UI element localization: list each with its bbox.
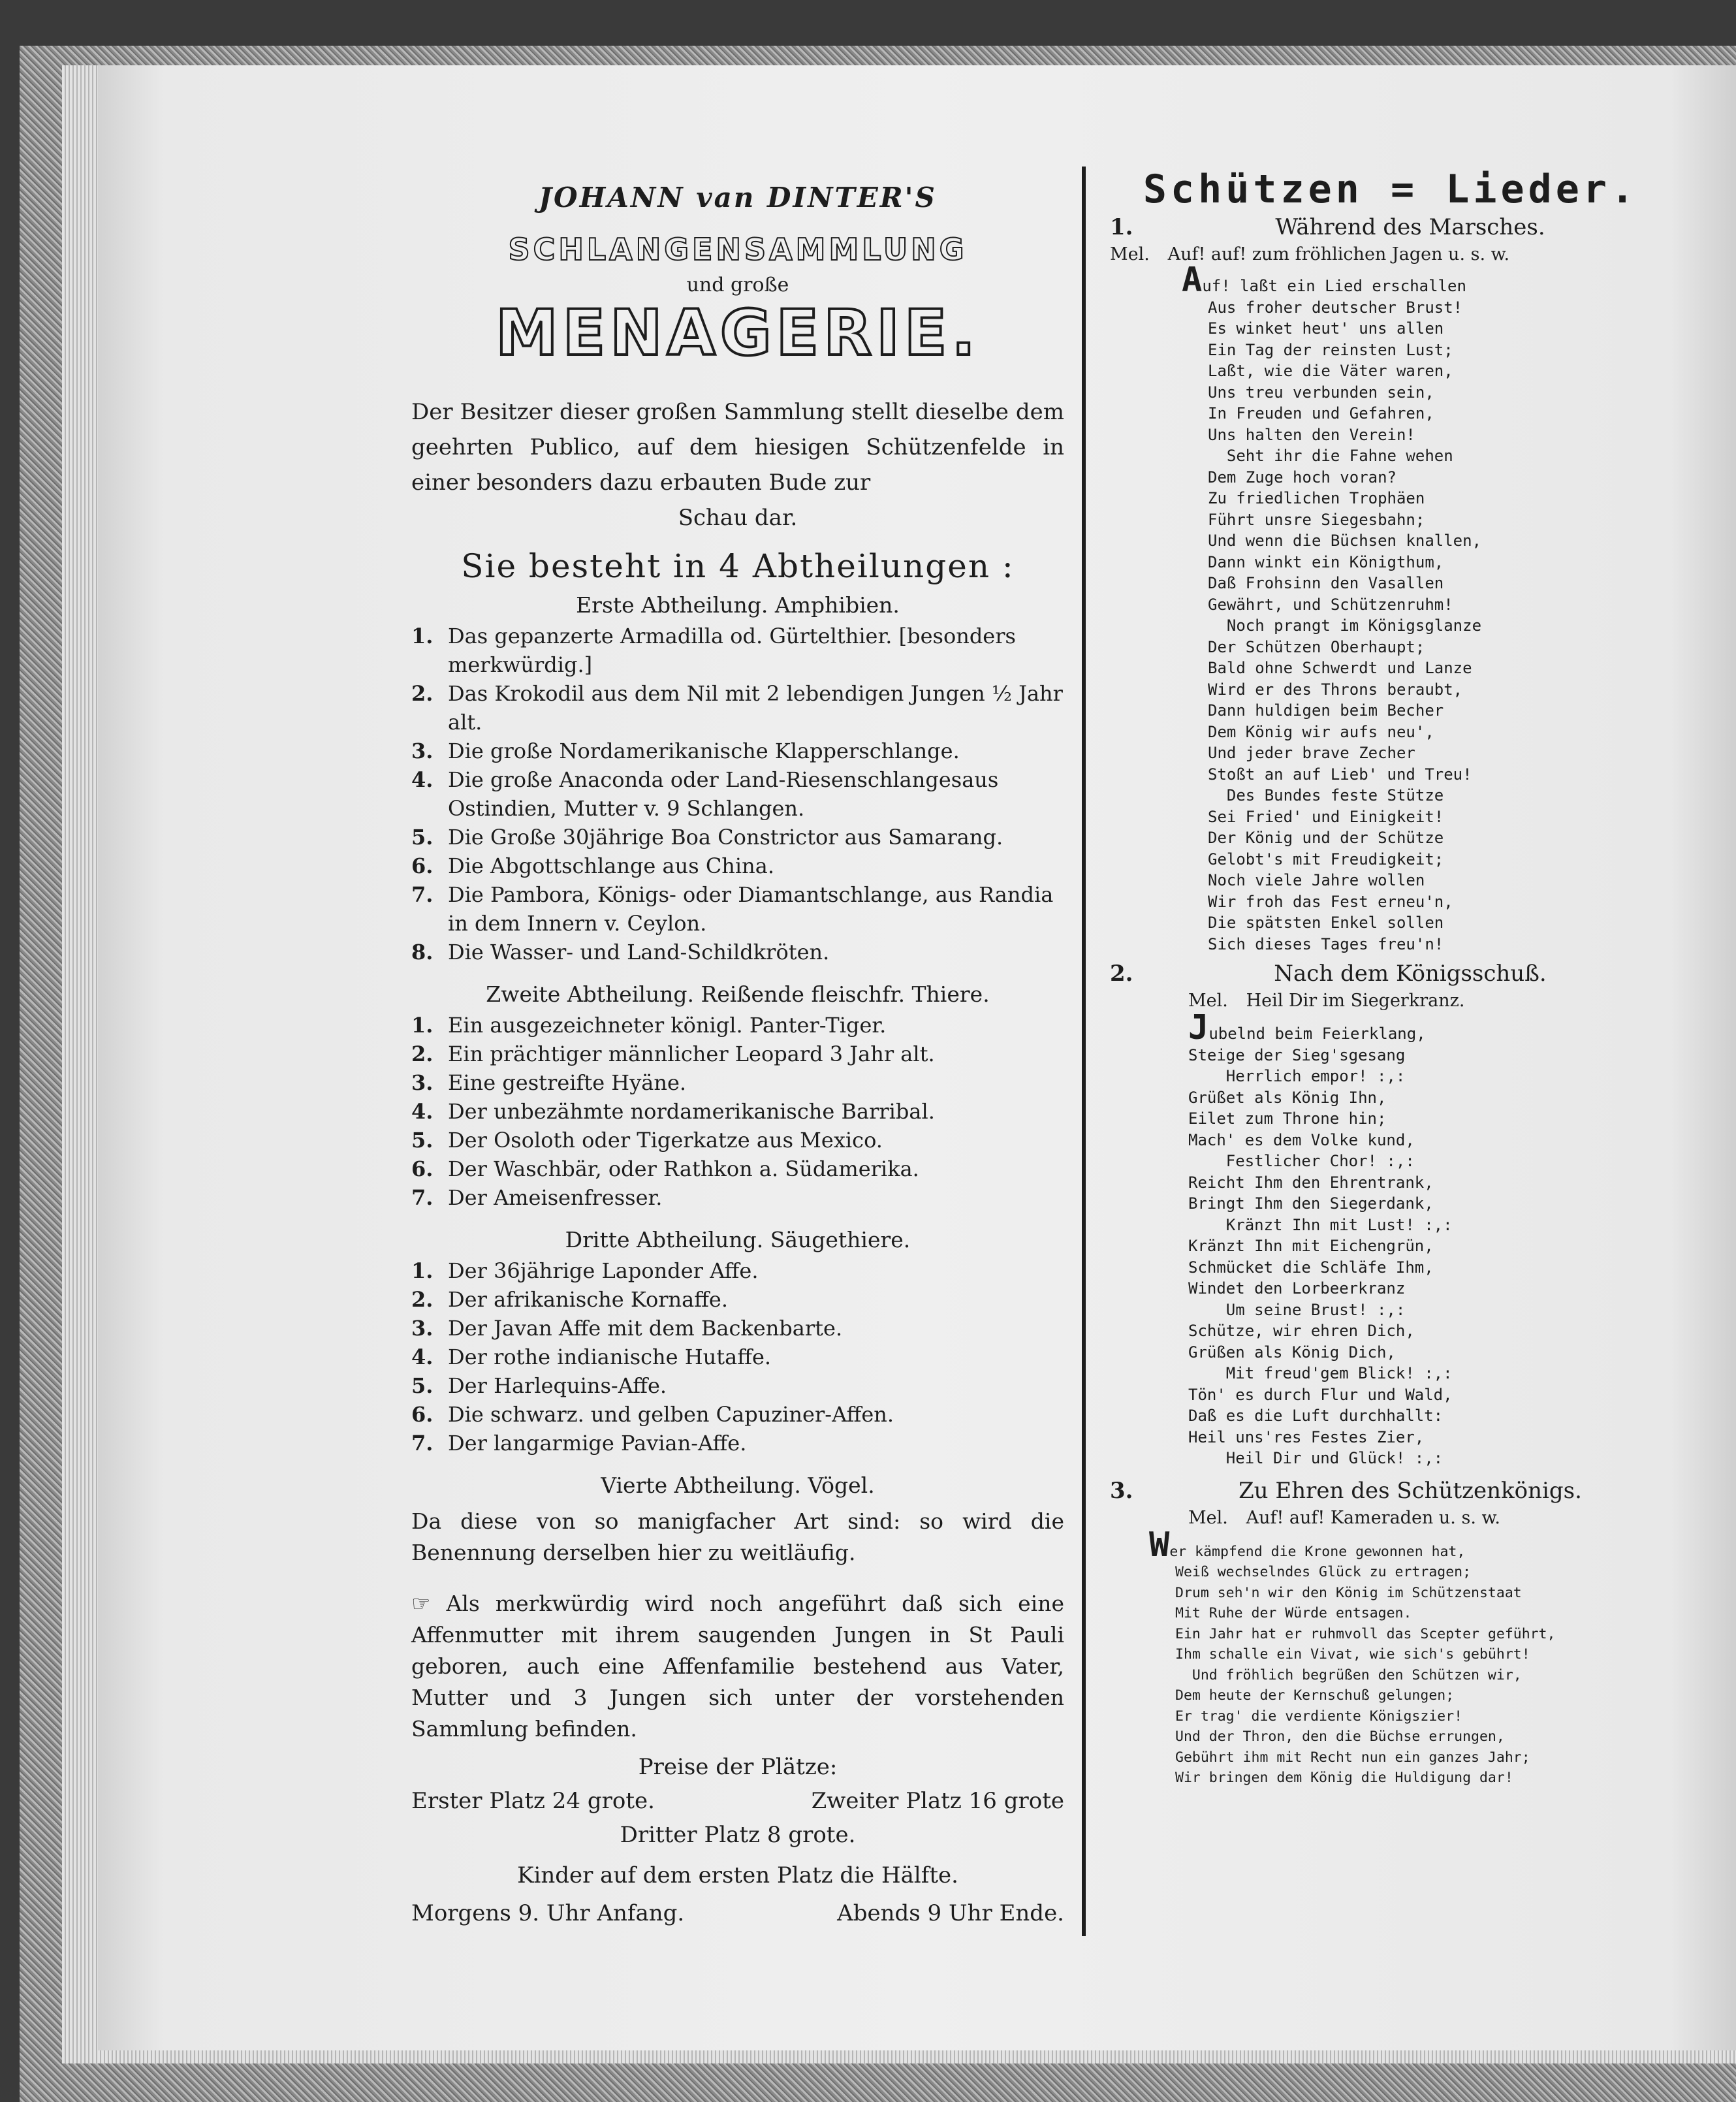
item-text: Ein prächtiger männlicher Leopard 3 Jahr alt. [448, 1041, 935, 1066]
collection-title: SCHLANGENSAMMLUNG [508, 232, 968, 267]
price-third: Dritter Platz 8 grote. [620, 1821, 856, 1848]
verse-line: Mit Ruhe der Würde entsagen. [1175, 1605, 1412, 1621]
item-number: 2. [411, 1286, 434, 1312]
verse-line: Mit freud'gem Blick! :,: [1188, 1364, 1453, 1382]
list-item [411, 852, 1064, 880]
section-3-title: Dritte Abtheilung. Säugethiere. [565, 1226, 911, 1252]
verse-line: Daß es die Luft durchhallt: [1188, 1407, 1444, 1425]
verse-line: Stoßt an auf Lieb' und Treu! [1208, 765, 1472, 784]
song-3-title: Zu Ehren des Schützenkönigs. [1239, 1477, 1582, 1504]
item-number: 1. [411, 623, 434, 648]
owner-name: JOHANN van DINTER'S [539, 182, 937, 214]
list-item [411, 765, 1064, 823]
song-3-first-line [1110, 1525, 1671, 1565]
song-1-mel-text: Auf! auf! zum fröhlichen Jagen u. s. w. [1167, 244, 1510, 264]
verse-line: Uns halten den Verein! [1208, 425, 1415, 444]
verse-line: Noch prangt im Königsglanze [1208, 616, 1482, 635]
verse-line: Dann winkt ein Königthum, [1208, 552, 1444, 571]
song-1-dropcap: A [1182, 261, 1203, 300]
song-1-first-rest: uf! laßt ein Lied erschallen [1202, 277, 1466, 295]
list-item [411, 1314, 1064, 1343]
item-number: 7. [411, 1430, 434, 1456]
list-item [411, 622, 1064, 679]
list-item [411, 1429, 1064, 1457]
list-item [411, 1285, 1064, 1314]
list-item [411, 1097, 1064, 1126]
item-number: 1. [411, 1258, 434, 1283]
verse-line: Uns treu verbunden sein, [1208, 383, 1434, 402]
sections-heading: Sie besteht in 4 Abtheilungen : [461, 547, 1015, 585]
verse-line: Heil uns'res Festes Zier, [1188, 1427, 1425, 1446]
item-number: 4. [411, 1098, 434, 1124]
item-number: 1. [411, 1012, 434, 1038]
verse-line: Windet den Lorbeerkranz [1188, 1279, 1406, 1298]
item-number: 2. [411, 1041, 434, 1066]
verse-line: Grüßen als König Dich, [1188, 1343, 1396, 1362]
verse-line: Eilet zum Throne hin; [1188, 1109, 1387, 1128]
verse-line: Schütze, wir ehren Dich, [1188, 1322, 1415, 1340]
verse-line: Reicht Ihm den Ehrentrank, [1188, 1173, 1434, 1192]
verse-line: Und fröhlich begrüßen den Schützen wir, [1175, 1666, 1522, 1683]
song-2-mel-text: Heil Dir im Siegerkranz. [1246, 991, 1465, 1011]
section-2-list [411, 1011, 1064, 1212]
item-text: Ein ausgezeichneter königl. Panter-Tiger. [448, 1012, 887, 1038]
song-1-heading [1110, 212, 1671, 242]
item-text: Der Waschbär, oder Rathkon a. Südamerika. [448, 1156, 919, 1181]
verse-line: Dem König wir aufs neu', [1208, 722, 1434, 741]
item-text: Das gepanzerte Armadilla od. Gürtelthier. [besonders merkwürdig.] [448, 623, 1016, 677]
verse-line: Daß Frohsinn den Vasallen [1208, 574, 1444, 592]
verse-line: Führt unsre Siegesbahn; [1208, 510, 1425, 529]
section-1-title: Erste Abtheilung. Amphibien. [576, 592, 900, 618]
item-number: 5. [411, 824, 434, 850]
list-item [411, 1256, 1064, 1285]
verse-line: Wird er des Throns beraubt, [1208, 680, 1463, 699]
section-2-title: Zweite Abtheilung. Reißende fleischfr. Thiere. [486, 981, 990, 1007]
songs-title: Schützen = Lieder. [1143, 167, 1639, 212]
item-number: 4. [411, 767, 434, 792]
verse-line: Ein Tag der reinsten Lust; [1208, 340, 1453, 359]
item-number: 3. [411, 1315, 434, 1341]
item-number: 7. [411, 882, 434, 907]
item-number: 7. [411, 1185, 434, 1210]
prices-row [411, 1784, 1064, 1818]
item-text: Der unbezähmte nordamerikanische Barribal. [448, 1098, 935, 1124]
item-number: 4. [411, 1344, 434, 1369]
section-3-list [411, 1256, 1064, 1457]
item-text: Eine gestreifte Hyäne. [448, 1070, 687, 1095]
prices-title: Preise der Plätze: [638, 1753, 838, 1780]
column-divider [1082, 167, 1086, 1936]
song-1-first-line [1110, 261, 1671, 300]
song-2-mel-key: Mel. [1188, 991, 1228, 1011]
menagerie-advertisement [411, 176, 1064, 1930]
verse-line: Kränzt Ihn mit Eichengrün, [1188, 1237, 1434, 1255]
song-2-heading [1110, 959, 1671, 989]
section-4-title: Vierte Abtheilung. Vögel. [601, 1472, 875, 1498]
song-3-lines [1110, 1562, 1671, 1789]
item-number: 8. [411, 939, 434, 964]
intro-last-line: Schau dar. [678, 504, 798, 531]
song-2-lines [1110, 1045, 1671, 1469]
price-second: Zweiter Platz 16 grote [811, 1787, 1064, 1814]
verse-line: Herrlich empor! :,: [1188, 1067, 1406, 1085]
verse-line: Der König und der Schütze [1208, 829, 1444, 847]
song-2-number: 2. [1110, 961, 1133, 987]
song-1-title: Während des Marsches. [1275, 214, 1545, 240]
item-text: Der langarmige Pavian-Affe. [448, 1430, 747, 1456]
list-item [411, 1040, 1064, 1068]
verse-line: Drum seh'n wir den König im Schützenstaat [1175, 1584, 1522, 1601]
item-number: 5. [411, 1373, 434, 1398]
verse-line: Gelobt's mit Freudigkeit; [1208, 850, 1444, 868]
verse-line: Bringt Ihm den Siegerdank, [1188, 1194, 1434, 1213]
item-text: Das Krokodil aus dem Nil mit 2 lebendigen Jungen ½ Jahr alt. [448, 680, 1063, 735]
song-3-mel-key: Mel. [1188, 1507, 1228, 1528]
list-item [411, 1183, 1064, 1212]
song-3-number: 3. [1110, 1477, 1133, 1504]
item-number: 2. [411, 680, 434, 706]
verse-line: Weiß wechselndes Glück zu ertragen; [1175, 1564, 1472, 1580]
list-item [411, 938, 1064, 966]
children-price: Kinder auf dem ersten Platz die Hälfte. [517, 1862, 958, 1888]
verse-line: Sei Fried' und Einigkeit! [1208, 807, 1444, 826]
verse-line: Mach' es dem Volke kund, [1188, 1130, 1415, 1149]
verse-line: In Freuden und Gefahren, [1208, 404, 1434, 422]
verse-line: Um seine Brust! :,: [1188, 1300, 1406, 1319]
item-text: Der Javan Affe mit dem Backenbarte. [448, 1315, 843, 1341]
end-time: Abends 9 Uhr Ende. [837, 1900, 1064, 1926]
item-text: Der Osoloth oder Tigerkatze aus Mexico. [448, 1127, 883, 1153]
menagerie-title: MENAGERIE. [496, 296, 980, 370]
verse-line: Sich dieses Tages freu'n! [1208, 934, 1444, 953]
verse-line: Tön' es durch Flur und Wald, [1188, 1385, 1453, 1404]
song-3-mel-text: Auf! auf! Kameraden u. s. w. [1246, 1507, 1500, 1528]
item-text: Die Wasser- und Land-Schildkröten. [448, 939, 830, 964]
item-text: Der Harlequins-Affe. [448, 1373, 667, 1398]
verse-line: Gewährt, und Schützenruhm! [1208, 595, 1453, 614]
item-text: Der Ameisenfresser. [448, 1185, 663, 1210]
song-2-first-rest: ubelnd beim Feierklang, [1208, 1025, 1426, 1043]
verse-line: Aus froher deutscher Brust! [1208, 298, 1463, 317]
songs-column [1110, 167, 1671, 1789]
song-3-dropcap: W [1149, 1525, 1170, 1565]
list-item [411, 679, 1064, 737]
item-number: 5. [411, 1127, 434, 1153]
list-item [411, 1371, 1064, 1400]
list-item [411, 823, 1064, 852]
verse-line: Steige der Sieg'sgesang [1188, 1045, 1406, 1064]
verse-line: Und wenn die Büchsen knallen, [1208, 532, 1482, 550]
item-number: 3. [411, 738, 434, 763]
list-item [411, 1400, 1064, 1429]
song-3-melody [1110, 1506, 1671, 1531]
item-number: 6. [411, 1401, 434, 1427]
item-text: Die Große 30jährige Boa Constrictor aus Samarang. [448, 824, 1003, 850]
verse-line: Ein Jahr hat er ruhmvoll das Scepter geführt, [1175, 1625, 1556, 1642]
verse-line: Wir froh das Fest erneu'n, [1208, 892, 1453, 911]
verse-line: Und der Thron, den die Büchse errungen, [1175, 1728, 1505, 1745]
intro-text: Der Besitzer dieser großen Sammlung stellt dieselbe dem geehrten Publico, auf dem hiesigen Schützenfelde in einer besonders dazu erbauten Bude zur [411, 398, 1064, 496]
verse-line: Festlicher Chor! :,: [1188, 1152, 1415, 1170]
item-text: Der rothe indianische Hutaffe. [448, 1344, 772, 1369]
verse-line: Kränzt Ihn mit Lust! :,: [1188, 1215, 1453, 1234]
verse-line: Noch viele Jahre wollen [1208, 871, 1425, 889]
verse-line: Ihm schalle ein Vivat, wie sich's gebührt! [1175, 1646, 1530, 1663]
item-text: Der 36jährige Laponder Affe. [448, 1258, 759, 1283]
item-text: Die Abgottschlange aus China. [448, 853, 774, 878]
verse-line: Die spätsten Enkel sollen [1208, 914, 1444, 932]
verse-line: Heil Dir und Glück! :,: [1188, 1449, 1444, 1467]
verse-line: Er trag' die verdiente Königszier! [1175, 1708, 1463, 1725]
verse-line: Der Schützen Oberhaupt; [1208, 637, 1425, 656]
list-item [411, 1011, 1064, 1040]
verse-line: Gebührt ihm mit Recht nun ein ganzes Jahr; [1175, 1749, 1530, 1766]
verse-line: Dem Zuge hoch voran? [1208, 468, 1397, 486]
verse-line: Grüßet als König Ihn, [1188, 1088, 1387, 1107]
song-1-lines [1110, 297, 1671, 955]
verse-line: Schmücket die Schläfe Ihm, [1188, 1258, 1434, 1277]
song-3-first-rest: er kämpfend die Krone gewonnen hat, [1169, 1543, 1466, 1560]
item-number: 6. [411, 853, 434, 878]
hours-row [411, 1896, 1064, 1930]
verse-line: Wir bringen dem König die Huldigung dar! [1175, 1770, 1513, 1786]
song-2-first-line [1110, 1008, 1671, 1047]
verse-line: Und jeder brave Zecher [1208, 744, 1415, 762]
item-text: Die große Nordamerikanische Klapperschlange. [448, 738, 960, 763]
list-item [411, 737, 1064, 765]
section-4-text: Da diese von so manigfacher Art sind: so wird die Benennung derselben hier zu weitläufig. [411, 1508, 1064, 1565]
verse-line: Dann huldigen beim Becher [1208, 701, 1444, 720]
item-text: Die große Anaconda oder Land-Riesenschlangesaus Ostindien, Mutter v. 9 Schlangen. [448, 767, 999, 821]
song-2-title: Nach dem Königsschuß. [1274, 961, 1547, 987]
und-grosse: und große [686, 274, 789, 296]
section-1-list [411, 622, 1064, 966]
item-text: Der afrikanische Kornaffe. [448, 1286, 729, 1312]
list-item [411, 1126, 1064, 1155]
item-text: Die schwarz. und gelben Capuziner-Affen. [448, 1401, 894, 1427]
start-time: Morgens 9. Uhr Anfang. [411, 1900, 685, 1926]
verse-line: Laßt, wie die Väter waren, [1208, 362, 1453, 380]
verse-line: Zu friedlichen Trophäen [1208, 489, 1425, 507]
item-number: 6. [411, 1156, 434, 1181]
song-2-dropcap: J [1188, 1008, 1209, 1047]
price-first: Erster Platz 24 grote. [411, 1787, 655, 1814]
song-1-number: 1. [1110, 214, 1133, 240]
verse-line: Bald ohne Schwerdt und Lanze [1208, 659, 1472, 677]
list-item [411, 1155, 1064, 1183]
item-number: 3. [411, 1070, 434, 1095]
verse-line: Des Bundes feste Stütze [1208, 786, 1444, 804]
list-item [411, 1343, 1064, 1371]
remarkable-note: ☞ Als merkwürdig wird noch angeführt daß sich eine Affenmutter mit ihrem saugenden Jungen in St Pauli geboren, auch eine Affenfamilie bestehend aus Vater, Mutter und 3 Jungen sich unter der vorstehenden Sammlung befinden. [411, 1590, 1064, 1742]
item-text: Die Pambora, Königs- oder Diamantschlange, aus Randia in dem Innern v. Ceylon. [448, 882, 1054, 936]
verse-line: Es winket heut' uns allen [1208, 319, 1444, 338]
verse-line: Dem heute der Kernschuß gelungen; [1175, 1687, 1455, 1704]
list-item [411, 880, 1064, 938]
verse-line: Seht ihr die Fahne wehen [1208, 447, 1453, 465]
song-1-mel-key: Mel. [1110, 244, 1150, 264]
song-3-heading [1110, 1476, 1671, 1506]
list-item [411, 1068, 1064, 1097]
